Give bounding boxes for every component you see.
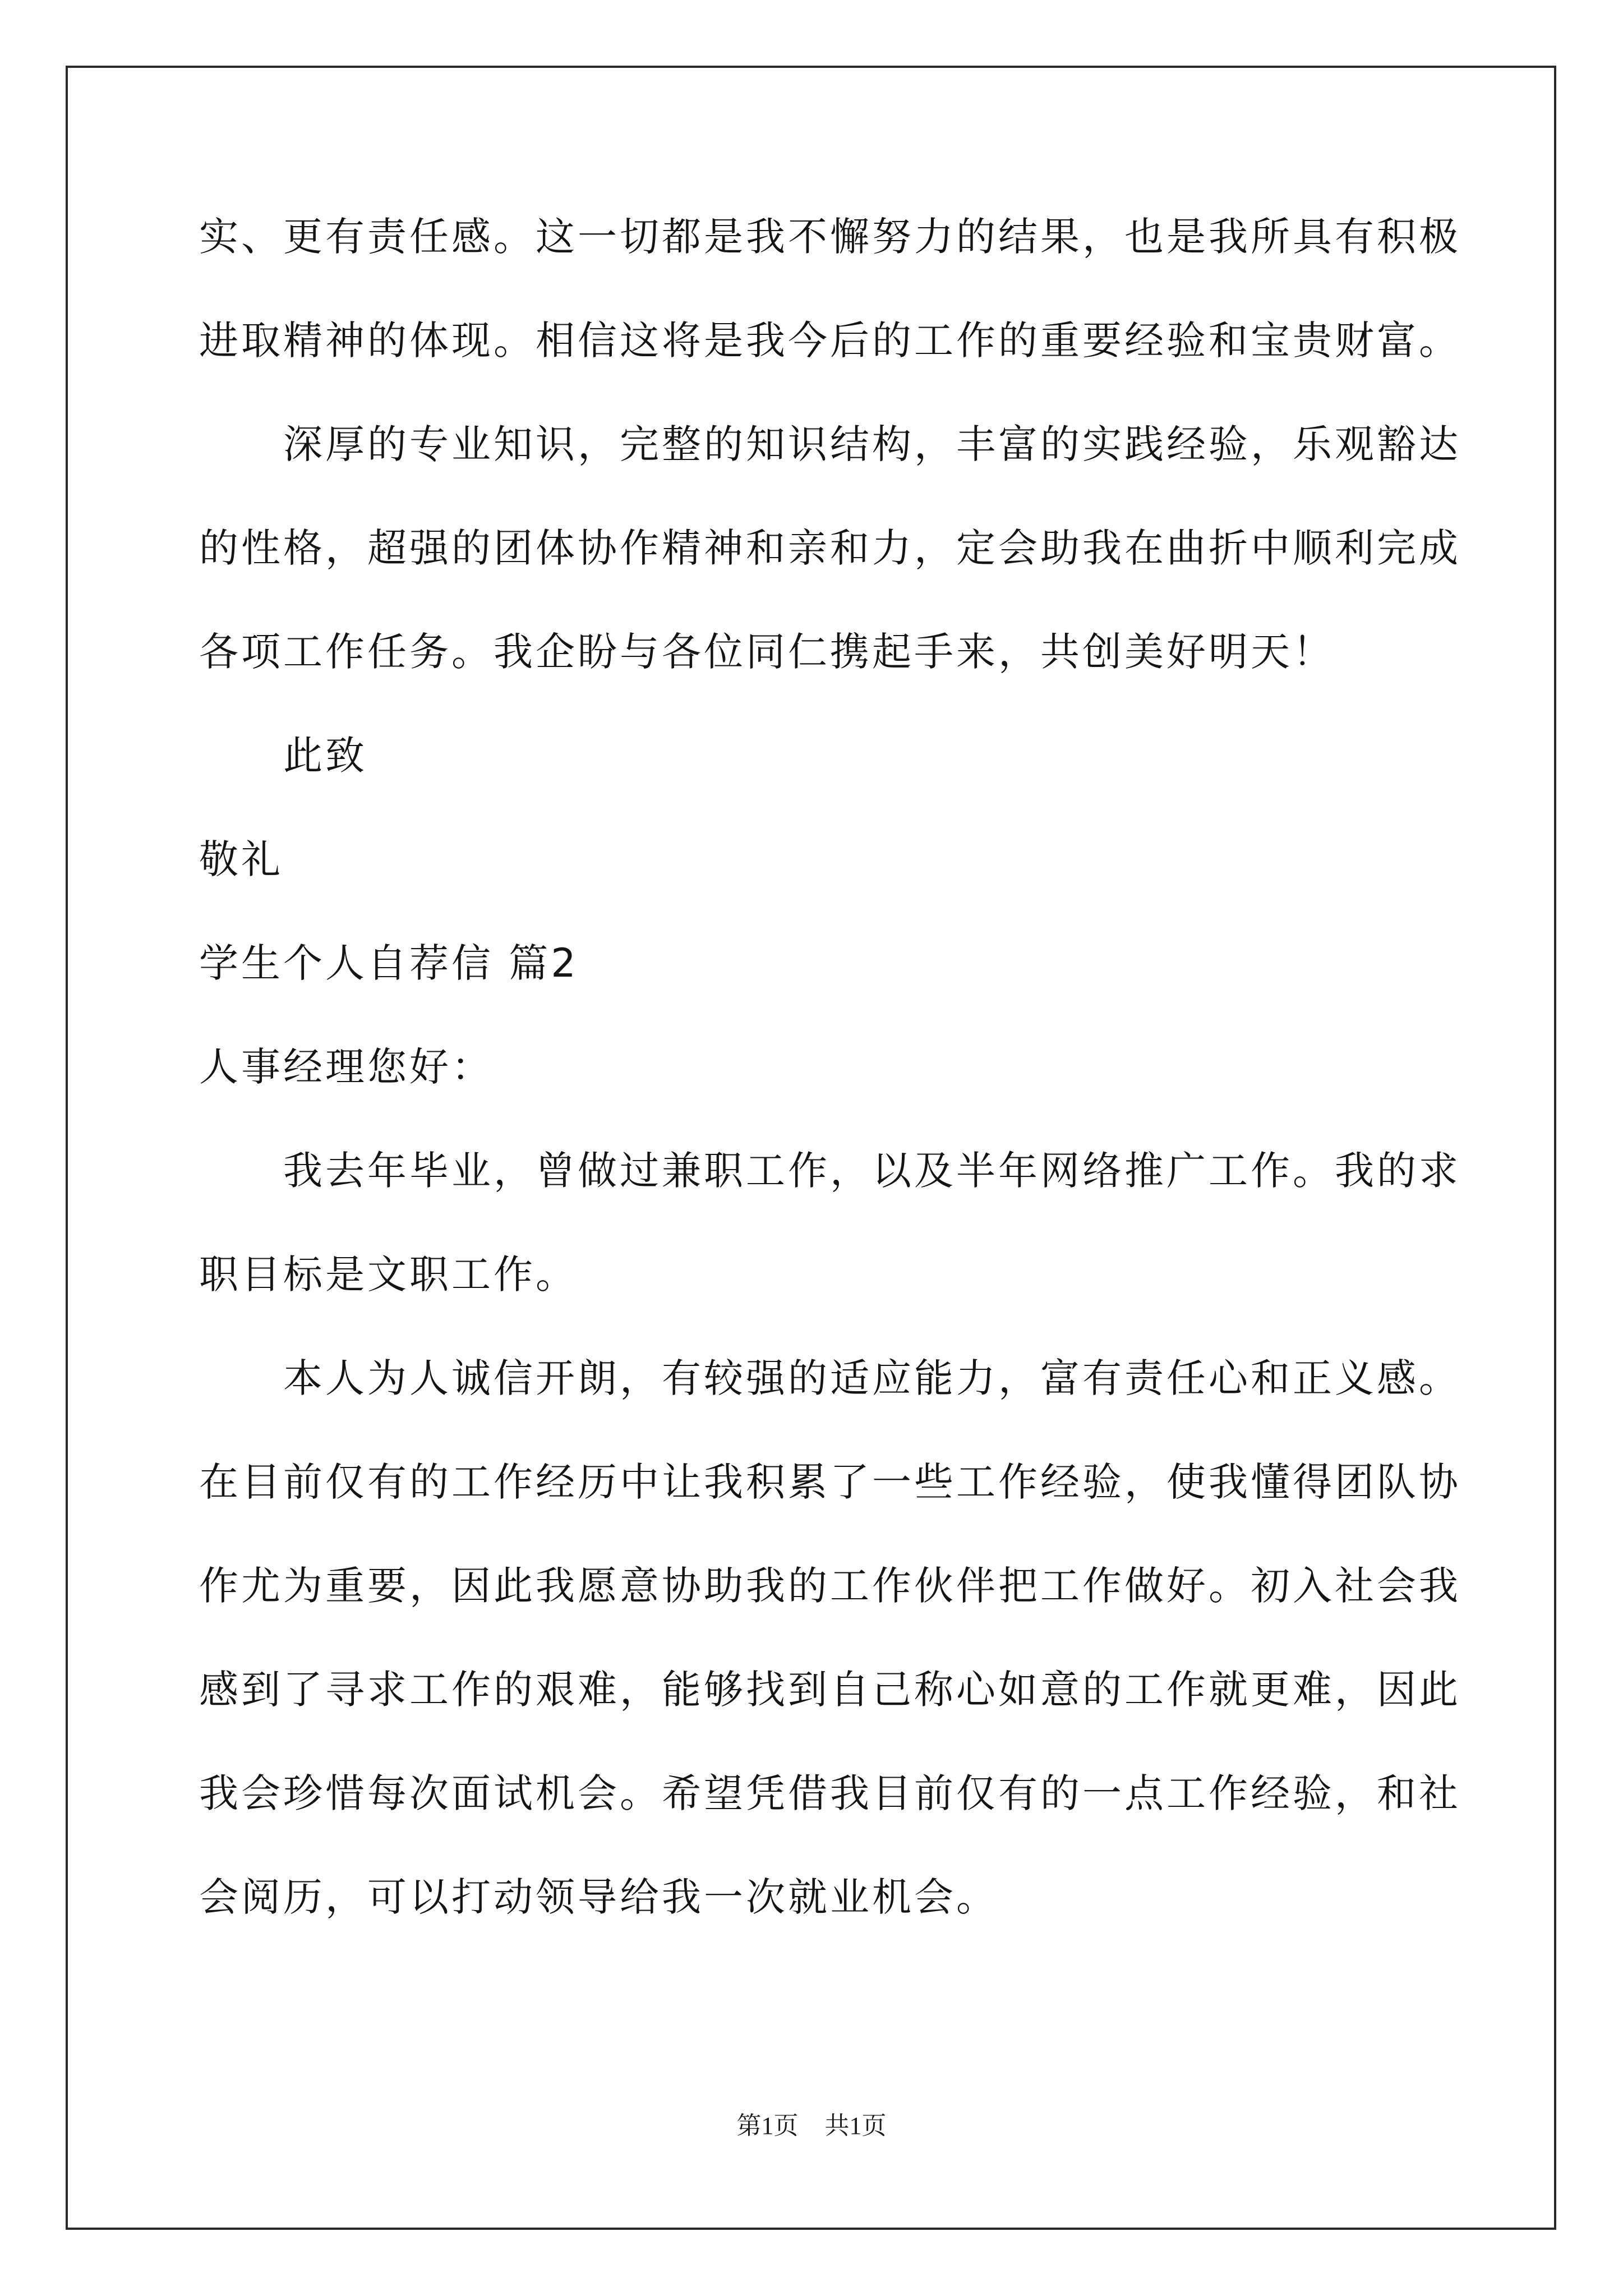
- body-line: 进取精神的体现。相信这将是我今后的工作的重要经验和宝贵财富。: [199, 318, 1461, 364]
- body-line: 职目标是文职工作。: [199, 1251, 578, 1297]
- page-footer: [0, 2109, 1623, 2143]
- body-line: 会阅历，可以打动领导给我一次就业机会。: [199, 1874, 998, 1920]
- body-line: 我去年毕业，曾做过兼职工作，以及半年网络推广工作。我的求: [199, 1148, 1461, 1194]
- body-line: 感到了寻求工作的艰难，能够找到自己称心如意的工作就更难，因此: [199, 1667, 1461, 1713]
- body-line: 作尤为重要，因此我愿意协助我的工作伙伴把工作做好。初入社会我: [199, 1563, 1461, 1609]
- section-heading: 学生个人自荐信 篇2: [199, 940, 579, 986]
- body-line: 实、更有责任感。这一切都是我不懈努力的结果，也是我所具有积极: [199, 214, 1461, 260]
- closing-salutation: 此致: [199, 733, 367, 779]
- page-number: 第1页: [736, 2112, 799, 2139]
- body-line: 在目前仅有的工作经历中让我积累了一些工作经验，使我懂得团队协: [199, 1459, 1461, 1505]
- body-line: 的性格，超强的团体协作精神和亲和力，定会助我在曲折中顺利完成: [199, 525, 1461, 571]
- body-line: 本人为人诚信开朗，有较强的适应能力，富有责任心和正义感。: [199, 1355, 1461, 1401]
- body-line: 深厚的专业知识，完整的知识结构，丰富的实践经验，乐观豁达: [199, 421, 1461, 467]
- greeting: 人事经理您好：: [199, 1044, 494, 1090]
- body-line: 各项工作任务。我企盼与各位同仁携起手来，共创美好明天！: [199, 629, 1335, 675]
- closing-regards: 敬礼: [199, 836, 283, 882]
- page-total: 共1页: [824, 2112, 887, 2139]
- body-line: 我会珍惜每次面试机会。希望凭借我目前仅有的一点工作经验，和社: [199, 1770, 1461, 1816]
